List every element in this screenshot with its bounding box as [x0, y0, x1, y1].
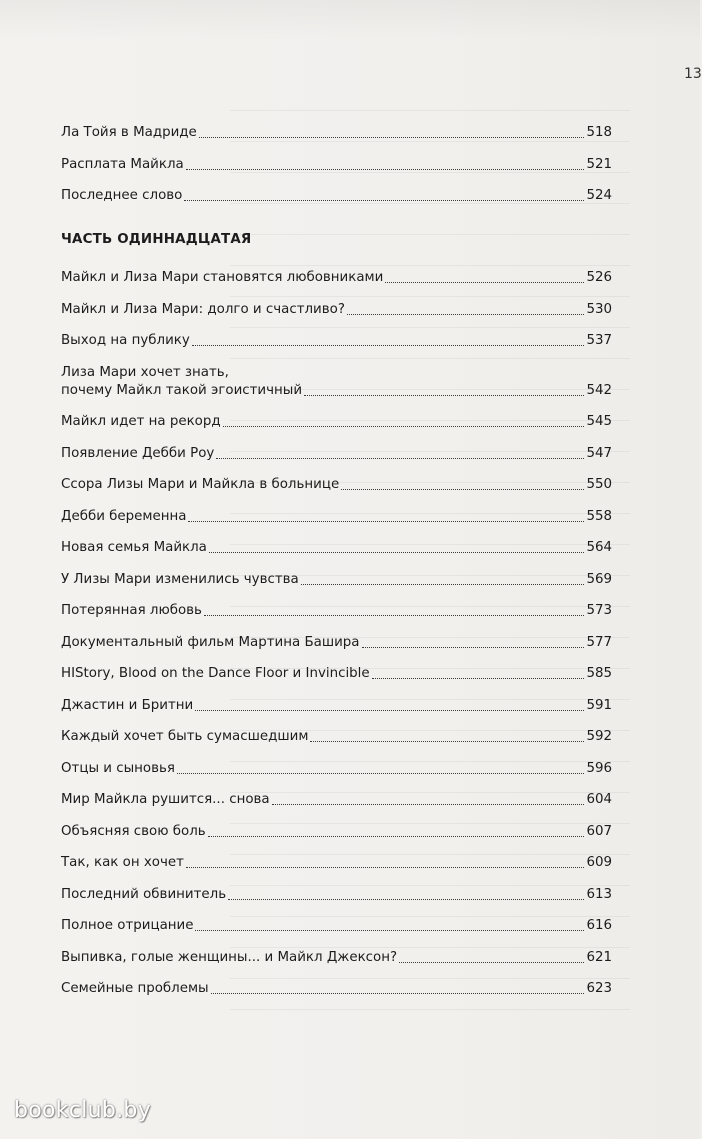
- toc-entry-title: Джастин и Бритни: [61, 697, 194, 713]
- toc-entry-title: Документальный фильм Мартина Башира: [61, 634, 360, 650]
- toc-entry-title: Расплата Майкла: [61, 156, 184, 172]
- toc-entry-title: [61, 364, 302, 400]
- dot-leader: [204, 614, 584, 616]
- toc-entry-page: 524: [586, 188, 612, 203]
- toc-entry-title: Выход на публику: [61, 333, 190, 348]
- toc-entry-page: 518: [586, 125, 612, 140]
- toc-entry-title: Каждый хочет быть сумасшедшим: [61, 729, 309, 744]
- toc-entry: [61, 917, 612, 935]
- toc-entry-title: Майкл идет на рекорд: [61, 414, 221, 429]
- toc-before-section: [61, 124, 612, 205]
- dot-leader: [304, 394, 584, 396]
- toc-entry-page: 577: [586, 634, 612, 650]
- toc-entry-title: Объясняя свою боль: [61, 823, 206, 839]
- toc-entry-title: Дебби беременна: [61, 508, 187, 524]
- dot-leader: [341, 488, 584, 490]
- toc-entry-page: 616: [586, 918, 612, 933]
- toc-entry-title: Полное отрицание: [61, 918, 194, 933]
- toc-entry-title: Мир Майкла рушится... снова: [61, 792, 270, 807]
- toc-entry: [61, 413, 612, 431]
- toc-entry-page: 596: [586, 760, 612, 776]
- dot-leader: [188, 520, 584, 522]
- toc-entry-title: Майкл и Лиза Мари становятся любовниками: [61, 270, 384, 285]
- toc-entry-page: 609: [586, 855, 612, 870]
- toc-entry-title: У Лизы Мари изменились чувства: [61, 571, 299, 587]
- toc-entry: [61, 886, 612, 904]
- toc-entry-page: 558: [586, 508, 612, 524]
- toc-entry-page: 621: [586, 949, 612, 965]
- toc-entry-page: 569: [586, 571, 612, 587]
- toc-entry: [61, 508, 612, 526]
- toc-entry-title: Ссора Лизы Мари и Майкла в больнице: [61, 477, 340, 492]
- toc-entry: [61, 602, 612, 620]
- toc-entry: [61, 332, 612, 350]
- toc-entry-page: 585: [586, 666, 612, 681]
- toc-entry-title: Появление Дебби Роу: [61, 445, 215, 461]
- toc-entry: [61, 445, 612, 463]
- dot-leader: [272, 803, 585, 805]
- toc-entry: [61, 949, 612, 967]
- watermark-logo: bookclub.by: [14, 1098, 152, 1123]
- dot-leader: [192, 344, 585, 346]
- toc-entry-title-line: Лиза Мари хочет знать,: [61, 364, 229, 380]
- toc-entry: [61, 634, 612, 652]
- dot-leader: [310, 740, 584, 742]
- toc-entry-page: 591: [586, 697, 612, 713]
- dot-leader: [228, 898, 584, 900]
- toc-entry: [61, 980, 612, 998]
- dot-leader: [347, 313, 584, 315]
- dot-leader: [372, 677, 585, 679]
- table-of-contents: [61, 124, 612, 1012]
- toc-entry-page: 545: [586, 414, 612, 429]
- dot-leader: [209, 551, 585, 553]
- toc-entry-title: Ла Тойя в Мадриде: [61, 125, 197, 140]
- toc-entry: [61, 301, 612, 319]
- toc-entry-page: 607: [586, 823, 612, 839]
- toc-entry-page: 521: [586, 156, 612, 172]
- dot-leader: [195, 709, 584, 711]
- dot-leader: [184, 199, 584, 201]
- toc-entry: [61, 187, 612, 205]
- toc-entry-title: Последнее слово: [61, 188, 183, 203]
- toc-entry-title: HIStory, Blood on the Dance Floor и Invincible: [61, 666, 370, 681]
- toc-entry-page: 623: [586, 981, 612, 996]
- toc-entry-page: 547: [586, 445, 612, 461]
- dot-leader: [301, 583, 585, 585]
- toc-section-entries: [61, 269, 612, 998]
- toc-entry-title: Майкл и Лиза Мари: долго и счастливо?: [61, 301, 345, 317]
- page-shadow: [0, 0, 700, 40]
- toc-entry-page: 604: [586, 792, 612, 807]
- dot-leader: [199, 136, 585, 138]
- dot-leader: [177, 772, 584, 774]
- toc-entry: [61, 476, 612, 494]
- toc-entry-page: 564: [586, 540, 612, 555]
- dot-leader: [399, 961, 584, 963]
- section-heading: ЧАСТЬ ОДИННАДЦАТАЯ: [61, 232, 252, 247]
- toc-entry: [61, 665, 612, 683]
- toc-entry-page: 542: [586, 382, 612, 398]
- toc-entry-title: Последний обвинитель: [61, 886, 227, 902]
- toc-entry: [61, 791, 612, 809]
- dot-leader: [208, 835, 585, 837]
- toc-entry-title: Выпивка, голые женщины... и Майкл Джексон?: [61, 949, 398, 965]
- toc-entry-page: 550: [586, 477, 612, 492]
- toc-entry: [61, 539, 612, 557]
- toc-entry-page: 613: [586, 886, 612, 902]
- toc-entry: [61, 124, 612, 142]
- toc-entry-title: Так, как он хочет: [61, 855, 184, 870]
- toc-entry: [61, 364, 612, 400]
- toc-entry: [61, 269, 612, 287]
- dot-leader: [186, 866, 585, 868]
- toc-entry: [61, 823, 612, 841]
- toc-entry-title: Потерянная любовь: [61, 603, 202, 618]
- toc-entry-page: 537: [586, 333, 612, 348]
- toc-entry: [61, 571, 612, 589]
- dot-leader: [362, 646, 585, 648]
- toc-entry-title: Новая семья Майкла: [61, 540, 207, 555]
- dot-leader: [223, 425, 585, 427]
- toc-entry-title-line: почему Майкл такой эгоистичный: [61, 382, 303, 398]
- toc-entry-title: Отцы и сыновья: [61, 760, 175, 776]
- dot-leader: [211, 992, 585, 994]
- dot-leader: [216, 457, 584, 459]
- dot-leader: [186, 168, 585, 170]
- toc-entry: [61, 760, 612, 778]
- dot-leader: [195, 929, 584, 931]
- toc-entry: [61, 854, 612, 872]
- toc-entry: [61, 697, 612, 715]
- toc-entry: [61, 728, 612, 746]
- toc-entry-page: 573: [586, 603, 612, 618]
- toc-entry-title: Семейные проблемы: [61, 981, 209, 996]
- toc-entry: [61, 156, 612, 174]
- toc-entry-page: 526: [586, 270, 612, 285]
- toc-entry-page: 592: [586, 729, 612, 744]
- dot-leader: [385, 281, 584, 283]
- page-number: 13: [684, 66, 702, 82]
- toc-entry-page: 530: [586, 301, 612, 317]
